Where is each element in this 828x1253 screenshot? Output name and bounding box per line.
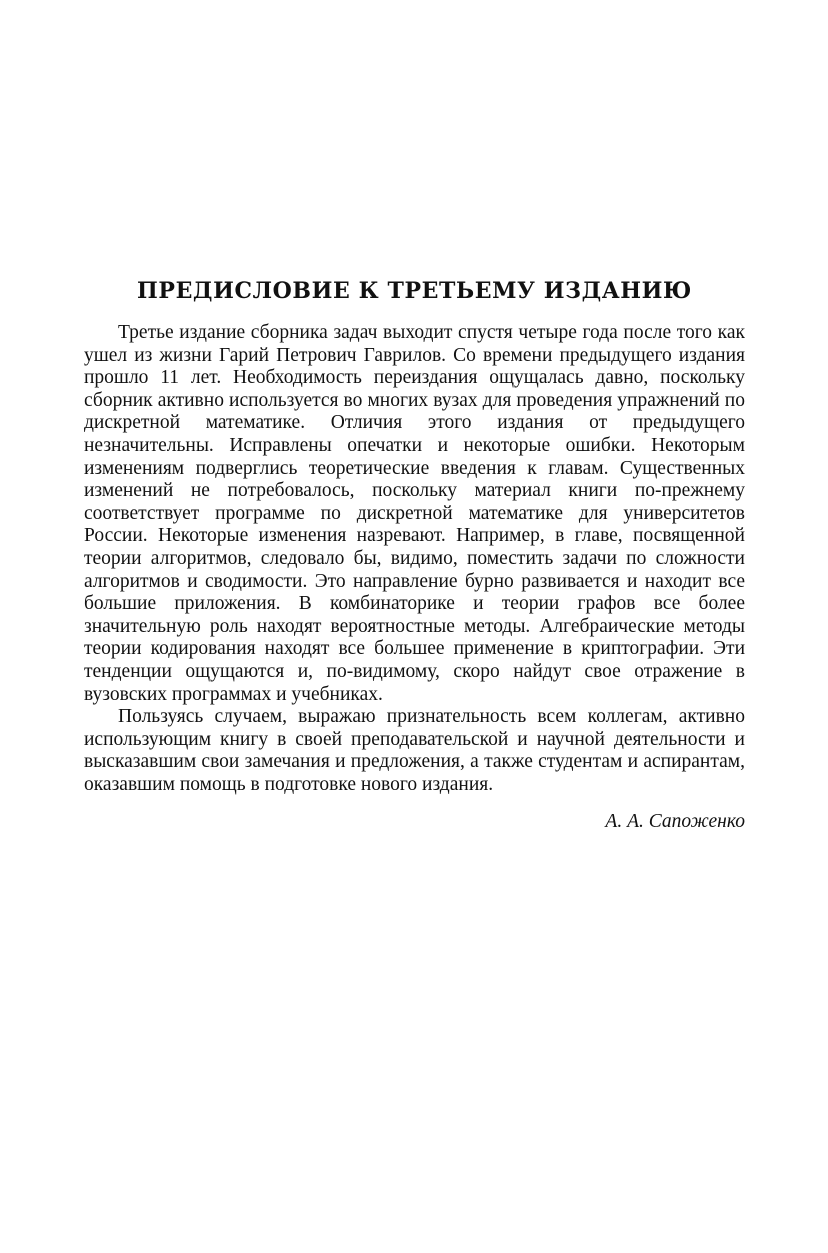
- preface-body: [84, 322, 745, 834]
- paragraph-main: Третье издание сборника задач выходит спустя четыре года после того как ушел из жизни Гарий Петрович Гаврилов. Со времени предыдущего издания прошло 11 лет. Необходимость переиздания ощущалась давно, поскольку сборник активно используется во многих вузах для проведения упражнений по дискретной математике. Отличия этого издания от предыдущего незначительны. Исправлены опечатки и некоторые ошибки. Некоторым изменениям подверглись теоретические введения к главам. Существенных изменений не потребовалось, поскольку материал книги по-прежнему соответствует программе по дискретной математике для университетов России. Некоторые изменения назревают. Например, в главе, посвященной теории алгоритмов, следовало бы, видимо, поместить задачи по сложности алгоритмов и сводимости. Это направление бурно развивается и находит все большие приложения. В комбинаторике и теории графов все более значительную роль находят вероятностные методы. Алгебраические методы теории кодирования находят все большее применение в криптографии. Эти тенденции ощущаются и, по-видимому, скоро найдут свое отражение в вузовских программах и учебниках.: [84, 322, 745, 705]
- page-title: ПРЕДИСЛОВИЕ К ТРЕТЬЕМУ ИЗДАНИЮ: [137, 278, 692, 304]
- author-signature: А. А. Сапоженко: [605, 811, 745, 833]
- paragraph-acknowledgements: Пользуясь случаем, выражаю признательность всем коллегам, активно использующим книгу в своей преподавательской и научной деятельности и высказавшим свои замечания и предложения, а также студентам и аспирантам, оказавшим помощь в подготовке нового издания.: [84, 706, 745, 795]
